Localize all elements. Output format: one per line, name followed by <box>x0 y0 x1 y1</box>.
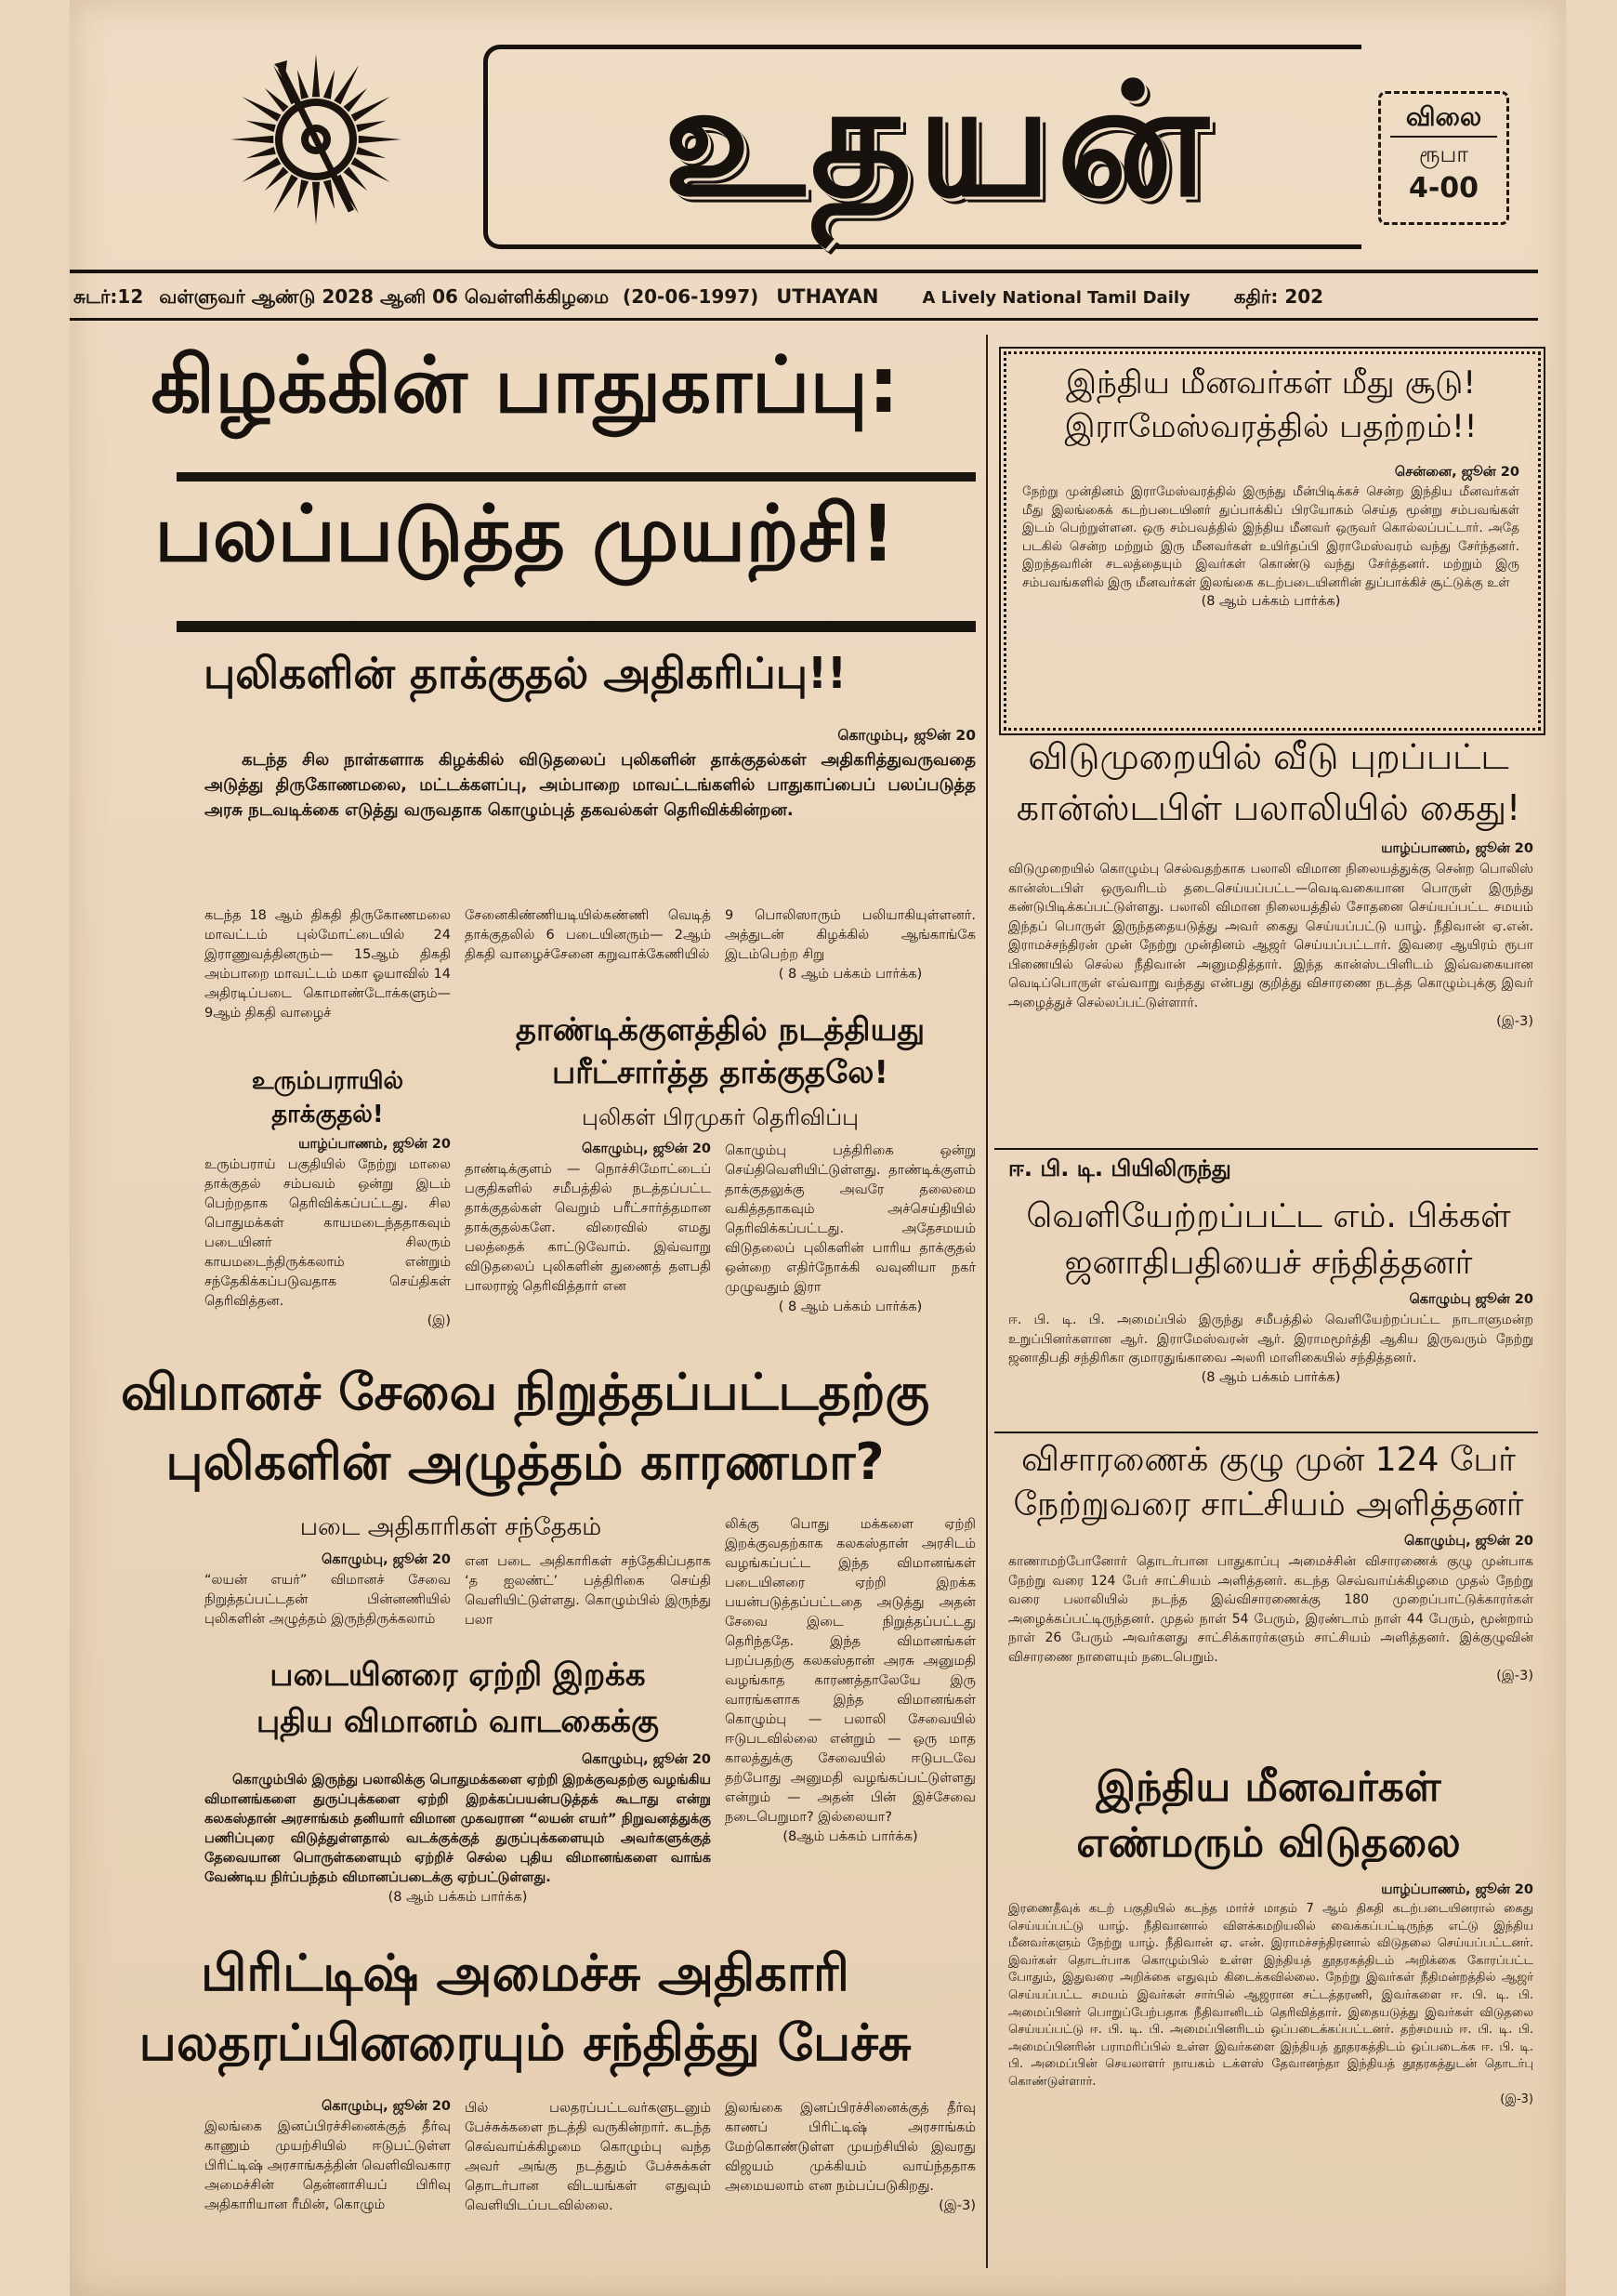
commission-body: காணாமற்போனோர் தொடர்பான பாதுகாப்பு அமைச்சின் விசாரணைக் குழு முன்பாக நேற்று வரை 124 பேர் சாட்சியம் அளித்தனர். கடந்த செவ்வாய்க்கிழமை முதல் நேற்று வரை பலாலியில் நடந்த இவ்விசாரணைக்கு 180 முறைப்பாட்டுக்காரர்கள் அழைக்கப்பட்டிருந்தனர். முதல் நாள் 54 பேரும், இரண்டாம் நாள் 44 பேரும், மூன்றாம் நாள் 26 பேரும் அவர்களது சாட்சிக்காரர்களும் சாட்சியம் அளித்தனர். இக்குழுவின் விசாரணை நாளையும் நடைபெறும். <box>1008 1554 1533 1665</box>
issue-number: சுடர்:12 <box>73 285 144 308</box>
constable-story <box>1008 841 1533 1032</box>
sun-ray <box>323 179 335 209</box>
new-aircraft-body: கொழும்பில் இருந்து பலாலிக்கு பொதுமக்களை ஏற்றி இறக்குவதற்கு வழங்கிய விமானங்களை துருப்புக்களை ஏற்றி இறக்கப்பயன்படுத்தக் கூடாது என்று கலகஸ்தான் அரசாங்கம் தனியார் விமான முகவரான “லயன் எயர்” நிறுவனத்துக்கு பணிப்புரை விடுத்துள்ளதால் வடக்குக்குத் துருப்புக்களையும் அவர்களுக்குத் தேவையான பொருள்களையும் ஏற்றிச் செல்ல புதிய விமானங்களை வாங்க வேண்டிய நிர்ப்பந்தம் விமானப்படைக்கு ஏற்பட்டுள்ளது. <box>204 1773 711 1885</box>
flights-col3-text: லிக்கு பொது மக்களை ஏற்றி இறக்குவதற்காக கலகஸ்தான் அரசிடம் வழங்கப்பட்ட இந்த விமானங்கள் படையினரை ஏற்றி இறக்க பயன்படுத்தப்பட்டதை அடுத்து அதன் சேவை இடை நிறுத்தப்பட்டது தெரிந்ததே. இந்த விமானங்கள் பறப்பதற்கு கலகஸ்தான் அரசு அனுமதி வழங்காத காரணத்தாலேயே இரு வாரங்களாக இந்த விமானங்கள் கொழும்பு — பலாலி சேவையில் ஈடுபடவில்லை என்றும் — ஒரு மாத காலத்துக்கு சேவையில் ஈடுபடவே தற்போது அனுமதி வழங்கப்பட்டுள்ளது என்றும் — அதன் பின் இச்சேவை நடைபெறுமா? இல்லையா? <box>725 1517 976 1825</box>
british-end: (இ-3) <box>939 2198 976 2213</box>
commission-story <box>1008 1534 1533 1686</box>
british-dateline: கொழும்பு, ஜூன் 20 <box>321 2099 451 2114</box>
thandikulam-col2-text: கொழும்பு பத்திரிகை ஒன்று செய்திவெளியிட்டுள்ளது. தாண்டிக்குளம் தாக்குதலுக்கு அவரே தலைமை வகித்ததாகவும் அச்செய்தியில் தெரிவிக்கப்பட்டது. அதேசமயம் விடுதலைப் புலிகளின் பாரிய தாக்குதல் ஒன்றை எதிர்நோக்கி வவுனியா நகர் முழுவதும் இரா <box>725 1143 976 1295</box>
lead-article <box>204 727 976 823</box>
sun-ray <box>312 182 320 225</box>
thandikulam-continued: ( 8 ஆம் பக்கம் பார்க்க) <box>778 1300 923 1314</box>
flights-col-3 <box>725 1515 976 1846</box>
sun-ray <box>297 70 309 99</box>
flights-dateline: கொழும்பு, ஜூன் 20 <box>321 1552 451 1567</box>
commission-dateline: கொழும்பு, ஜூன் 20 <box>1403 1534 1533 1549</box>
sun-ray <box>297 179 309 209</box>
sun-ray <box>246 121 276 132</box>
urumpirai-end: (இ) <box>427 1313 451 1328</box>
new-aircraft-headline-1: படையினரை ஏற்றி இறக்க <box>270 1656 646 1694</box>
lead-col2-text: சேனைகிண்ணியடியில்கண்ணி வெடித் தாக்குதலில் 6 படையினரும்— 2ஆம் திகதி வாழைச்சேனை கறுவாக்கேணியில் <box>465 908 711 962</box>
urumpirai-story <box>204 1064 451 1331</box>
urumpirai-dateline: யாழ்ப்பாணம், ஜூன் 20 <box>298 1137 451 1152</box>
constable-body: விடுமுறையில் கொழும்பு செல்வதற்காக பலாலி விமான நிலையத்துக்கு சென்ற பொலிஸ் கான்ஸ்டபிள் ஒருவரிடம் தடைசெய்யப்பட்ட—வெடிவகையான பொருள் இருந்து கண்டுபிடிக்கப்பட்டுள்ளது. பலாலி விமான நிலையத்தில் சோதனை செய்யப்பட்ட சமயம் இந்தப் பொருள் இருந்ததையடுத்து அவர் கைது செய்யப்பட்டு யாழ். நீதிவான் ஏ.என். இராமச்சந்திரன் முன் நேற்று முன்தினம் ஆஜர் செய்யப்பட்டார். இவரை ஆயிரம் ரூபா பிணையில் செல்ல நீதிவான் அனுமதித்தார். இந்த கான்ஸ்டபிளிடம் இவ்வகையான வெடிப்பொருள் எவ்வாறு வந்தது என்பது குறித்து விசாரணை நடத்த கொழும்புக்கு இவர் அழைத்துச் செல்லப்பட்டுள்ளார். <box>1008 862 1533 1010</box>
paper-name: UTHAYAN <box>776 285 879 308</box>
newspaper-page <box>70 0 1566 2296</box>
sun-ray <box>312 54 320 97</box>
epdp-headline-1: வெளியேற்றப்பட்ட எம். பிக்கள் <box>1026 1197 1511 1235</box>
new-aircraft-headline-2: புதிய விமானம் வாடகைக்கு <box>256 1703 660 1740</box>
price-box <box>1378 91 1509 225</box>
british-col-1 <box>204 2099 451 2215</box>
fishermen-shot-headline-1: இந்திய மீனவர்கள் மீது சூடு! <box>1066 364 1476 402</box>
price-value: 4-00 <box>1408 172 1479 205</box>
lead-col-1 <box>204 906 451 1023</box>
sun-ray <box>344 88 368 112</box>
fishermen-shot-continued: (8 ஆம் பக்கம் பார்க்க) <box>1201 594 1341 609</box>
lead-headline-2: பலப்படுத்த முயற்சி! <box>154 488 896 579</box>
british-col3-text: இலங்கை இனப்பிரச்சினைக்குத் தீர்வு காணப் பிரிட்டிஷ் அரசாங்கம் மேற்கொண்டுள்ள முயற்சியில் இவரது விஜயம் முக்கியம் வாய்ந்ததாக அமையலாம் என நம்பப்படுகிறது. <box>725 2101 976 2194</box>
epdp-kicker: ஈ. பி. டி. பியிலிருந்து <box>1008 1155 1231 1181</box>
lead-col3-text: 9 பொலிஸாரும் பலியாகியுள்ளனர். அத்துடன் கிழக்கில் ஆங்காங்கே இடம்பெற்ற சிறு <box>725 908 976 962</box>
flights-headline-2: புலிகளின் அழுத்தம் காரணமா? <box>165 1432 885 1491</box>
thandikulam-dateline: கொழும்பு, ஜூன் 20 <box>581 1141 711 1156</box>
urumpirai-headline: உரும்பராயில் தாக்குதல்! <box>251 1067 404 1128</box>
sun-ray <box>356 147 386 158</box>
date-gregorian: (20-06-1997) <box>623 285 759 308</box>
british-col1-text: இலங்கை இனப்பிரச்சினைக்குத் தீர்வு காணும் முயற்சியில் ஈடுபட்டுள்ள பிரிட்டிஷ் அரசாங்கத்தின் வெளிவிவகார அமைச்சின் தென்னாசியப் பிரிவு அதிகாரியான ரீமின், கொழும் <box>204 2119 451 2212</box>
constable-headline-2: கான்ஸ்டபிள் பலாலியில் கைது! <box>1016 787 1521 828</box>
thandikulam-subhead: புலிகள் பிரமுகர் தெரிவிப்பு <box>581 1104 859 1130</box>
british-col-2 <box>465 2099 711 2216</box>
new-aircraft-continued: (8 ஆம் பக்கம் பார்க்க) <box>388 1890 528 1905</box>
masthead-title: உதயன் <box>663 49 1215 231</box>
lead-col-3 <box>725 906 976 983</box>
british-headline-2: பலதரப்பினரையும் சந்தித்து பேச்சு <box>138 2013 912 2072</box>
fishermen-shot-headline-2: இராமேஸ்வரத்தில் பதற்றம்!! <box>1064 408 1478 445</box>
epdp-dateline: கொழும்பு ஜூன் 20 <box>1409 1292 1533 1307</box>
commission-headline-2: நேற்றுவரை சாட்சியம் அளித்தனர் <box>1013 1485 1524 1524</box>
british-col2-text: பில் பலதரப்பட்டவர்களுடனும் பேச்சுக்களை நடத்தி வருகின்றார். கடந்த செவ்வாய்க்கிழமை கொழும்பு வந்த அவர் அங்கு நடத்தும் பேச்சுக்கள் தொடர்பான விடயங்கள் எதுவும் வெளியிடப்படவில்லை. <box>465 2101 711 2213</box>
fishermen-shot-story <box>1022 465 1519 611</box>
date-tamil: வள்ளுவர் ஆண்டு 2028 ஆனி 06 வெள்ளிக்கிழமை <box>159 285 610 308</box>
sun-ray <box>356 121 386 132</box>
lead-subhead: புலிகளின் தாக்குதல் அதிகரிப்பு!! <box>204 648 847 698</box>
urumpirai-body: உரும்பராய் பகுதியில் நேற்று மாலை தாக்குதல் சம்பவம் ஒன்று இடம் பெற்றதாக தெரிவிக்கப்பட்டது. சில பொதுமக்கள் காயமடைந்ததாகவும் படையினர் சிலரும் காயமடைந்திருக்கலாம் என்றும் சந்தேகிக்கப்படுவதாக செய்திகள் தெரிவித்தன. <box>204 1157 451 1309</box>
flights-col2-text: என படை அதிகாரிகள் சந்தேகிப்பதாக ‘த ஐலண்ட்’ பத்திரிகை செய்தி வெளியிட்டுள்ளது. கொழும்பில் இருந்து பலா <box>465 1554 711 1628</box>
thandikulam-col1-text: தாண்டிக்குளம் — நொச்சிமோட்டைப் பகுதிகளில் சமீபத்தில் நடத்தப்பட்ட தாக்குதல்கள் வெறும் பரீட்சார்த்தமான தாக்குதல்களே. விரைவில் எமது பலத்தைக் காட்டுவோம். இவ்வாறு விடுதலைப் புலிகளின் துணைத் தளபதி பாலராஜ் தெரிவித்தார் என <box>465 1162 711 1294</box>
fishermen-release-headline-1: இந்திய மீனவர்கள் <box>1096 1763 1441 1811</box>
lead-headline-1: கிழக்கின் பாதுகாப்பு: <box>151 339 900 430</box>
tagline: A Lively National Tamil Daily <box>922 288 1190 308</box>
epdp-story <box>1008 1292 1533 1387</box>
sun-emblem <box>228 51 404 228</box>
sun-ray <box>246 147 276 158</box>
sun-ray <box>323 70 335 99</box>
flights-subhead: படை அதிகாரிகள் சந்தேகம் <box>299 1513 602 1541</box>
flights-col-1 <box>204 1552 451 1630</box>
fishermen-release-body: இரணைதீவுக் கடற் பகுதியில் கடந்த மார்ச் மாதம் 7 ஆம் திகதி கடற்படையினரால் கைது செய்யப்பட்டு யாழ். நீதிவானால் விளக்கமறியலில் வைக்கப்பட்டிருந்த எட்டு இந்திய மீனவர்களும் நேற்று யாழ். நீதிவான் ஏ. என். இராமச்சந்திரனால் விடுதலை செய்யப்பட்டனர். இவர்கள் தொடர்பாக கொழும்பில் உள்ள இந்தியத் தூதரகத்திடம் அறிக்கை கோரப்பட்ட போதும், இதுவரை அறிக்கை எதுவும் கிடைக்கவில்லை. நேற்று இவர்கள் நீதிமன்றத்தில் ஆஜர் செய்யப்பட்ட சமயம் இவர்கள் சார்பில் ஆஜரான சட்டத்தரணி, இவர்களை ஈ. பி. டி. பி. அமைப்பினர் பொறுப்பேற்பதாக நீதிவானிடம் தெரிவித்தார். இதையடுத்து இவர்கள் விடுதலை செய்யப்பட்டு ஈ. பி. டி. பி. அமைப்பினரிடம் ஒப்படைக்கப்பட்டனர். தற்சமயம் ஈ. பி. டி. பி. அமைப்பினரின் பராமரிப்பில் உள்ள இவர்களை இந்தியத் தூதரகத்திடம் ஒப்படைக்க ஈ. பி. டி. பி. அமைப்பின் செயலாளர் நாயகம் டக்ளஸ் தேவானந்தா இந்தியத் தூதரகத்துடன் தொடர்பு கொண்டுள்ளார். <box>1008 1902 1534 2089</box>
flights-headline-1: விமானச் சேவை நிறுத்தப்பட்டதற்கு <box>120 1363 930 1421</box>
thandikulam-col-1 <box>465 1141 711 1297</box>
british-headline-1: பிரிட்டிஷ் அமைச்சு அதிகாரி <box>201 1944 849 2002</box>
fishermen-release-dateline: யாழ்ப்பாணம், ஜூன் 20 <box>1381 1882 1533 1897</box>
fishermen-shot-dateline: சென்னை, ஜூன் 20 <box>1394 465 1519 480</box>
new-aircraft-dateline: கொழும்பு, ஜூன் 20 <box>581 1752 711 1767</box>
flights-col-2 <box>465 1552 711 1630</box>
dateline-bar <box>70 277 1538 316</box>
thandikulam-headline: தாண்டிக்குளத்தில் நடத்தியது பரீட்சார்த்த தாக்குதலே! <box>515 1011 926 1091</box>
epdp-headline-2: ஜனாதிபதியைச் சந்தித்தனர் <box>1064 1244 1473 1282</box>
fishermen-release-story <box>1008 1882 1533 2108</box>
thandikulam-col-2 <box>725 1141 976 1316</box>
constable-dateline: யாழ்ப்பாணம், ஜூன் 20 <box>1381 841 1533 856</box>
commission-headline-1: விசாரணைக் குழு முன் 124 பேர் <box>1021 1441 1516 1479</box>
lead-dateline: கொழும்பு, ஜூன் 20 <box>837 727 976 744</box>
price-currency: ரூபா <box>1419 141 1468 167</box>
epdp-continued: (8 ஆம் பக்கம் பார்க்க) <box>1201 1369 1341 1385</box>
lead-col1-text: கடந்த 18 ஆம் திகதி திருகோணமலை மாவட்டம் புல்மோட்டையில் 24 இராணுவத்தினரும்— 15ஆம் திகதி அம்பாறை மாவட்டம் மகா ஓயாவில் 14 அதிரடிப்படை கொமாண்டோக்களும்— 9ஆம் திகதி வாழைச் <box>204 908 451 1021</box>
sun-ray <box>344 167 368 191</box>
constable-end: (இ-3) <box>1496 1014 1533 1029</box>
lead-col-2 <box>465 906 711 965</box>
british-col-3 <box>725 2099 976 2216</box>
new-aircraft-story <box>204 1752 711 1907</box>
sun-ray <box>265 167 289 191</box>
fishermen-shot-body: நேற்று முன்தினம் இராமேஸ்வரத்தில் இருந்து மீன்பிடிக்கச் சென்ற இந்திய மீனவர்கள் மீது இலங்கைக் கடற்படையினர் துப்பாக்கிப் பிரயோகம் செய்த மூன்று சம்பவங்கள் இடம் பெற்றுள்ளன. ஒரு சம்பவத்தில் இந்திய மீனவர் ஒருவர் கொல்லப்பட்டார். அதே படகில் சென்ற மற்றும் இரு மீனவர்கள் உயிர்தப்பி இராமேஸ்வரம் வந்து சேர்ந்தனர். இறந்தவரின் சடலத்தையும் இவர்கள் கொண்டு வந்து சேர்த்தனர். மற்றும் இரு சம்பவங்களில் இரு மீனவர்கள் இலங்கை கடற்படையினரின் துப்பாக்கிச் சூட்டுக்கு உள் <box>1022 484 1519 590</box>
price-label: விலை <box>1390 101 1497 138</box>
lead-intro: கடந்த சில நாள்களாக கிழக்கில் விடுதலைப் புலிகளின் தாக்குதல்கள் அதிகரித்துவருவதை அடுத்து திருகோணமலை, மட்டக்களப்பு, அம்பாறை மாவட்டங்களில் பாதுகாப்பைப் பலப்படுத்த அரசு நடவடிக்கை எடுத்து வருவதாக கொழும்புத் தகவல்கள் தெரிவிக்கின்றன. <box>204 750 976 820</box>
epdp-body: ஈ. பி. டி. பி. அமைப்பில் இருந்து சமீபத்தில் வெளியேற்றப்பட்ட நாடாளுமன்ற உறுப்பினர்களான ஆர். இராமேஸ்வரன் ஆர். இராமமூர்த்தி ஆகிய இருவரும் நேற்று ஜனாதிபதி சந்திரிகா குமாரதுங்காவை அலரி மாளிகையில் சந்தித்தனர். <box>1008 1313 1533 1366</box>
lead-continued: ( 8 ஆம் பக்கம் பார்க்க) <box>778 967 923 982</box>
fishermen-release-headline-2: எண்மரும் விடுதலை <box>1076 1819 1461 1867</box>
fishermen-release-end: (இ-3) <box>1500 2091 1533 2106</box>
sun-ray <box>359 136 401 143</box>
constable-headline-1: விடுமுறையில் வீடு புறப்பட்ட <box>1028 736 1509 777</box>
ray-number: கதிர்: 202 <box>1233 285 1324 308</box>
sun-ray <box>265 88 289 112</box>
sun-ray <box>230 136 273 143</box>
flights-col1-text: “லயன் எயர்” விமானச் சேவை நிறுத்தப்பட்டதன் பின்னணியில் புலிகளின் அழுத்தம் இருந்திருக்கலாம் <box>204 1573 451 1627</box>
commission-end: (இ-3) <box>1496 1669 1533 1683</box>
flights-continued: (8ஆம் பக்கம் பார்க்க) <box>782 1829 918 1844</box>
